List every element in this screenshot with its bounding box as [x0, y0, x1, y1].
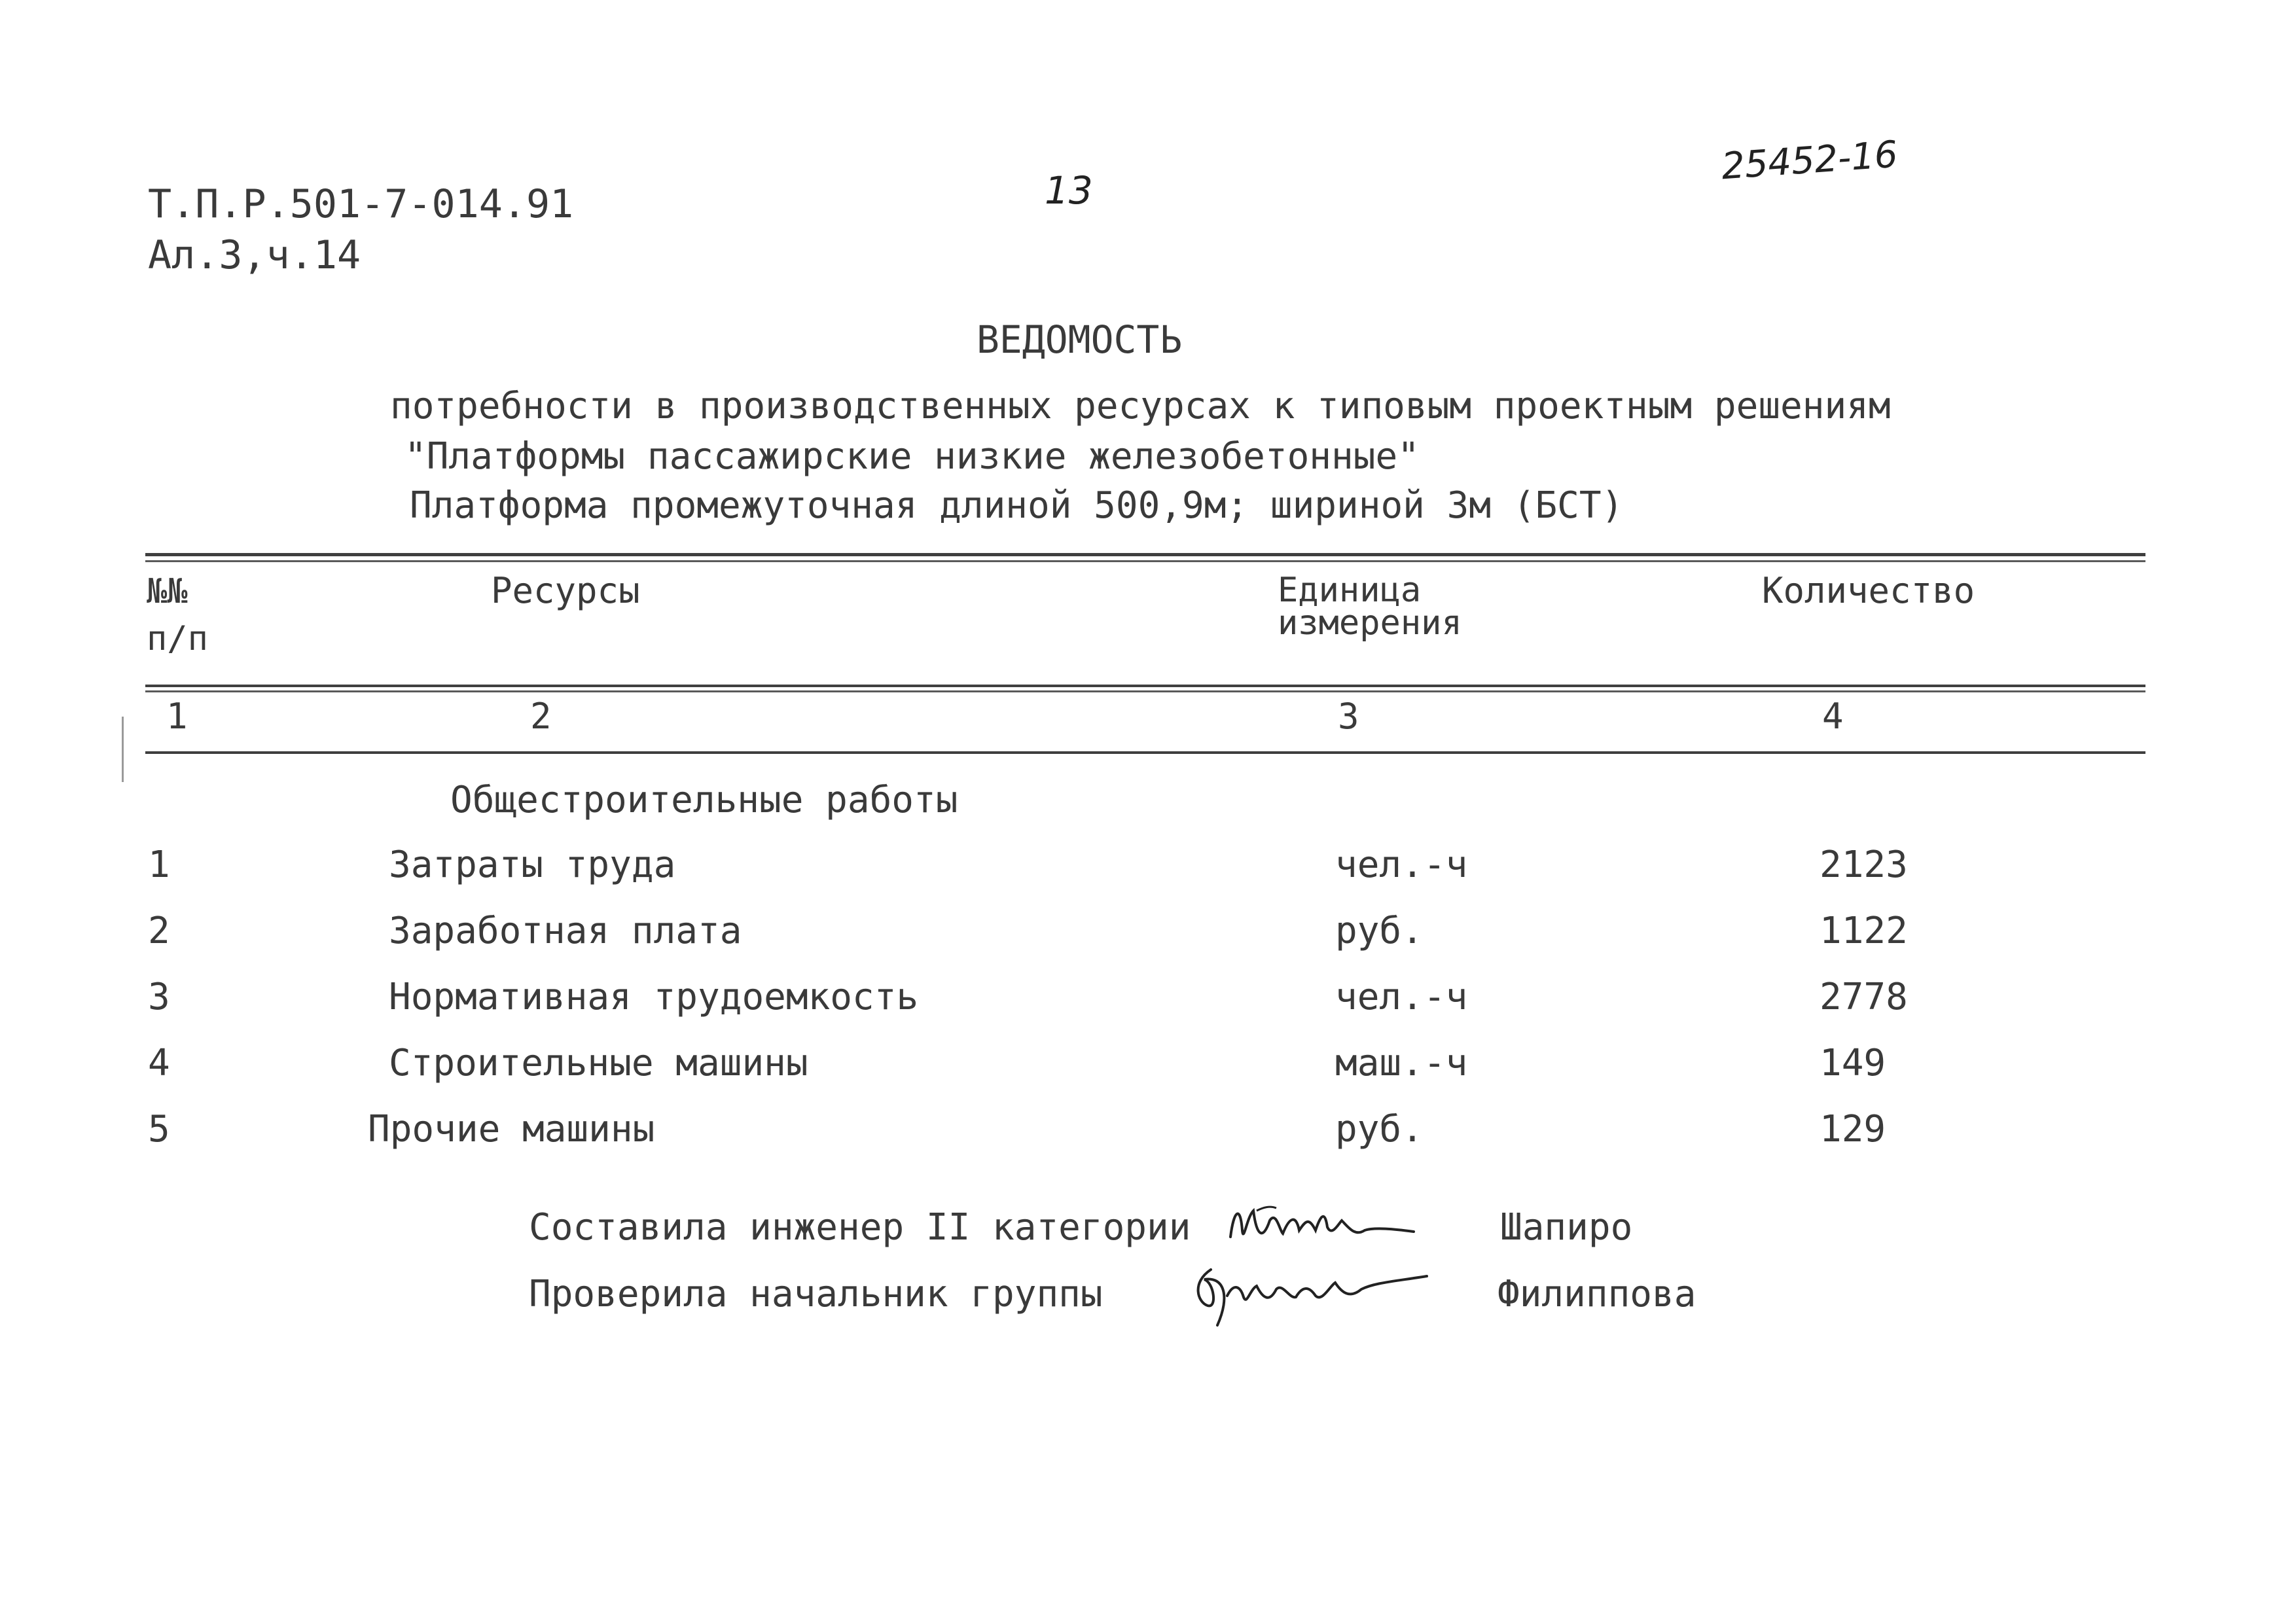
- row-number: 4: [148, 1042, 170, 1084]
- checked-by-label: Проверила начальник группы: [529, 1273, 1103, 1315]
- header-resource: Ресурсы: [491, 570, 640, 611]
- table-row: [0, 1108, 2296, 1177]
- row-number: 1: [148, 844, 170, 886]
- row-number: 5: [148, 1108, 170, 1150]
- column-number-2: 2: [530, 696, 552, 737]
- row-quantity: 2778: [1820, 976, 1908, 1018]
- table-top-rule-inner: [145, 560, 2145, 562]
- table-top-rule: [145, 553, 2145, 556]
- header-bottom-rule: [145, 685, 2145, 687]
- header-num-line1: №№: [147, 572, 188, 611]
- header-bottom-rule-inner: [145, 690, 2145, 692]
- album-info: Ал.3,ч.14: [148, 232, 361, 278]
- margin-mark: [122, 717, 124, 782]
- row-resource: Нормативная трудоемкость: [389, 976, 919, 1018]
- table-row: [0, 910, 2296, 978]
- row-quantity: 149: [1820, 1042, 1886, 1084]
- column-number-1: 1: [166, 696, 188, 737]
- compiled-signature-image: [1217, 1191, 1433, 1263]
- row-resource: Строительные машины: [389, 1042, 808, 1084]
- row-number: 3: [148, 976, 170, 1018]
- header-quantity: Количество: [1762, 570, 1975, 611]
- table-row: [0, 844, 2296, 912]
- header-unit-line1: Единица: [1278, 571, 1422, 610]
- row-quantity: 129: [1820, 1108, 1886, 1150]
- row-unit: чел.-ч: [1335, 844, 1468, 886]
- row-number: 2: [148, 910, 170, 952]
- title-line-1: потребности в производственных ресурсах к типовым проектным решениям: [390, 385, 1891, 427]
- row-unit: маш.-ч: [1335, 1042, 1468, 1084]
- title-line-3: Платформа промежуточная длиной 500,9м; шириной 3м (БСТ): [410, 484, 1624, 527]
- table-row: [0, 976, 2296, 1044]
- compiled-by-name: Шапиро: [1500, 1206, 1633, 1249]
- inventory-number: 25452-16: [1720, 133, 1899, 188]
- row-resource: Прочие машины: [368, 1108, 655, 1150]
- doc-code: Т.П.Р.501-7-014.91: [148, 181, 574, 227]
- row-unit: руб.: [1335, 1108, 1424, 1150]
- row-quantity: 1122: [1820, 910, 1908, 952]
- header-num-line2: п/п: [147, 619, 208, 658]
- compiled-by-label: Составила инженер II категории: [529, 1206, 1191, 1249]
- row-quantity: 2123: [1820, 844, 1908, 886]
- document-heading: ВЕДОМОСТЬ: [977, 317, 1183, 362]
- section-title: Общестроительные работы: [450, 779, 958, 821]
- column-number-3: 3: [1338, 696, 1359, 737]
- page-number: 13: [1045, 168, 1093, 213]
- title-line-2: "Платформы пассажирские низкие железобетонные": [404, 435, 1420, 478]
- row-unit: чел.-ч: [1335, 976, 1468, 1018]
- row-resource: Заработная плата: [389, 910, 742, 952]
- table-row: [0, 1042, 2296, 1111]
- header-unit-line2: измерения: [1278, 603, 1462, 643]
- checked-by-name: Филиппова: [1498, 1273, 1696, 1315]
- column-number-4: 4: [1822, 696, 1844, 737]
- row-unit: руб.: [1335, 910, 1424, 952]
- column-numbers-bottom-rule: [145, 751, 2145, 754]
- row-resource: Затраты труда: [389, 844, 676, 886]
- checked-signature-image: [1178, 1257, 1453, 1342]
